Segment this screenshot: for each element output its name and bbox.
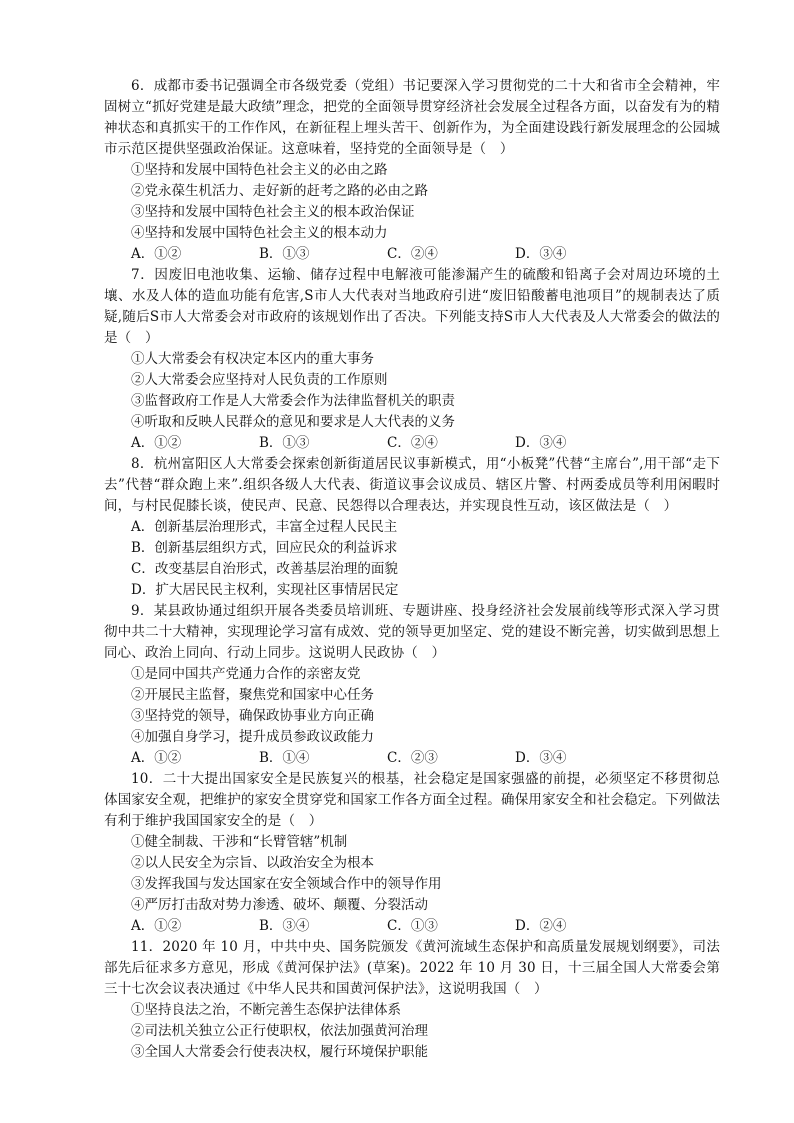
answer-choice-c: C．②③: [387, 750, 438, 766]
question-stem: 7．因废旧电池收集、运输、储存过程中电解液可能渗漏产生的硫酸和铅离子会对周边环境的土壤、水及人体的造血功能有危害,S市人大代表对当地政府引进“废旧铅酸蓄电池项目”的规制表达了质疑,随后S市人大常委会对市政府的该规划作出了否决。下列能支持S市人大代表及人大常委会的做法的是（ ）: [104, 267, 720, 346]
question-10: [104, 769, 720, 937]
question-11: [104, 937, 720, 1063]
answer-choice-d: D．②④: [515, 918, 567, 934]
statement-item: ④听取和反映人民群众的意见和要求是人大代表的义务: [131, 414, 455, 430]
question-stem: 9．某县政协通过组织开展各类委员培训班、专题讲座、投身经济社会发展前线等形式深入学习贯彻中共二十大精神，实现理论学习富有成效、党的领导更加坚定、党的建设不断完善，切实做到思想上同心、政治上同向、行动上同步。这说明人民政协（ ）: [104, 603, 720, 661]
answer-choices: [104, 916, 720, 937]
answer-choices: [104, 748, 720, 769]
answer-choice-b: B．①③: [259, 246, 310, 262]
answer-choice-a: A．①②: [131, 435, 182, 451]
statement-item: ②以人民安全为宗旨、以政治安全为根本: [131, 855, 374, 871]
statement-item: ③坚持党的领导，确保政协事业方向正确: [131, 708, 374, 724]
answer-choice-a: A．①②: [131, 918, 182, 934]
answer-choice-d: D．③④: [515, 435, 567, 451]
option-item: C．改变基层自治形式，改善基层治理的面貌: [131, 561, 398, 577]
question-8: [104, 454, 720, 601]
answer-choices: [104, 244, 720, 265]
answer-choice-c: C．②④: [387, 246, 438, 262]
statement-item: ①坚持良法之治，不断完善生态保护法律体系: [131, 1002, 401, 1018]
statement-item: ③全国人大常委会行使表决权，履行环境保护职能: [131, 1044, 428, 1060]
statement-item: ②开展民主监督，聚焦党和国家中心任务: [131, 687, 374, 703]
question-stem: 6．成都市委书记强调全市各级党委（党组）书记要深入学习贯彻党的二十大和省市全会精神，牢固树立“抓好党建是最大政绩”理念，把党的全面领导贯穿经济社会发展全过程各方面，以奋发有为的精神状态和真抓实干的工作作风，在新征程上埋头苦干、创新作为，为全面建设践行新发展理念的公园城市示范区提供坚强政治保证。这意味着，坚持党的全面领导是（ ）: [104, 78, 720, 157]
statement-item: ②党永葆生机活力、走好新的赶考之路的必由之路: [131, 183, 428, 199]
answer-choice-a: A．①②: [131, 246, 182, 262]
statement-item: ④加强自身学习，提升成员参政议政能力: [131, 729, 374, 745]
answer-choice-b: B．①③: [259, 435, 310, 451]
answer-choices: [104, 433, 720, 454]
question-7: [104, 265, 720, 454]
option-item: A．创新基层治理形式，丰富全过程人民民主: [131, 519, 398, 535]
statement-item: ②人大常委会应坚持对人民负责的工作原则: [131, 372, 388, 388]
question-stem: 11．2020 年 10 月，中共中央、国务院颁发《黄河流域生态保护和高质量发展规划纲要》，司法部先后征求多方意见，形成《黄河保护法》(草案)。2022 年 10 月 30 日，十三届全国人大常委会第三十七次会议表决通过《中华人民共和国黄河保护法》，这说明我国（ ）: [104, 939, 720, 997]
statement-item: ①人大常委会有权决定本区内的重大事务: [131, 351, 374, 367]
statement-item: ④严厉打击敌对势力渗透、破坏、颠覆、分裂活动: [131, 897, 428, 913]
option-item: B．创新基层组织方式，回应民众的利益诉求: [131, 540, 398, 556]
statement-item: ①健全制裁、干涉和“长臂管辖”机制: [131, 834, 348, 850]
exam-page: [104, 76, 720, 1063]
answer-choice-d: D．③④: [515, 750, 567, 766]
option-item: D．扩大居民民主权利，实现社区事情居民定: [131, 582, 399, 598]
statement-item: ③监督政府工作是人大常委会作为法律监督机关的职责: [131, 393, 455, 409]
answer-choice-c: C．②④: [387, 435, 438, 451]
statement-item: ②司法机关独立公正行使职权，依法加强黄河治理: [131, 1023, 428, 1039]
answer-choice-b: B．③④: [259, 918, 310, 934]
question-6: [104, 76, 720, 265]
statement-item: ①是同中国共产党通力合作的亲密友党: [131, 666, 361, 682]
answer-choice-b: B．①④: [259, 750, 310, 766]
statement-item: ④坚持和发展中国特色社会主义的根本动力: [131, 225, 388, 241]
statement-item: ③发挥我国与发达国家在安全领域合作中的领导作用: [131, 876, 442, 892]
statement-item: ①坚持和发展中国特色社会主义的必由之路: [131, 162, 388, 178]
question-9: [104, 601, 720, 769]
question-stem: 8．杭州富阳区人大常委会探索创新街道居民议事新模式，用“小板凳”代替“主席台”,用干部“走下去”代替“群众跑上来”.组织各级人大代表、街道议事会议成员、辖区片警、村两委成员等利用闲暇时间，与村民促膝长谈，使民声、民意、民怨得以合理表达，并实现良性互动，该区做法是（ ）: [104, 456, 720, 514]
answer-choice-c: C．①③: [387, 918, 438, 934]
question-stem: 10．二十大提出国家安全是民族复兴的根基，社会稳定是国家强盛的前提，必须坚定不移贯彻总体国家安全观，把维护的家安全贯穿党和国家工作各方面全过程。确保用家安全和社会稳定。下列做法有利于维护我国国家安全的是（ ）: [104, 771, 720, 829]
answer-choice-d: D．③④: [515, 246, 567, 262]
statement-item: ③坚持和发展中国特色社会主义的根本政治保证: [131, 204, 415, 220]
answer-choice-a: A．①②: [131, 750, 182, 766]
